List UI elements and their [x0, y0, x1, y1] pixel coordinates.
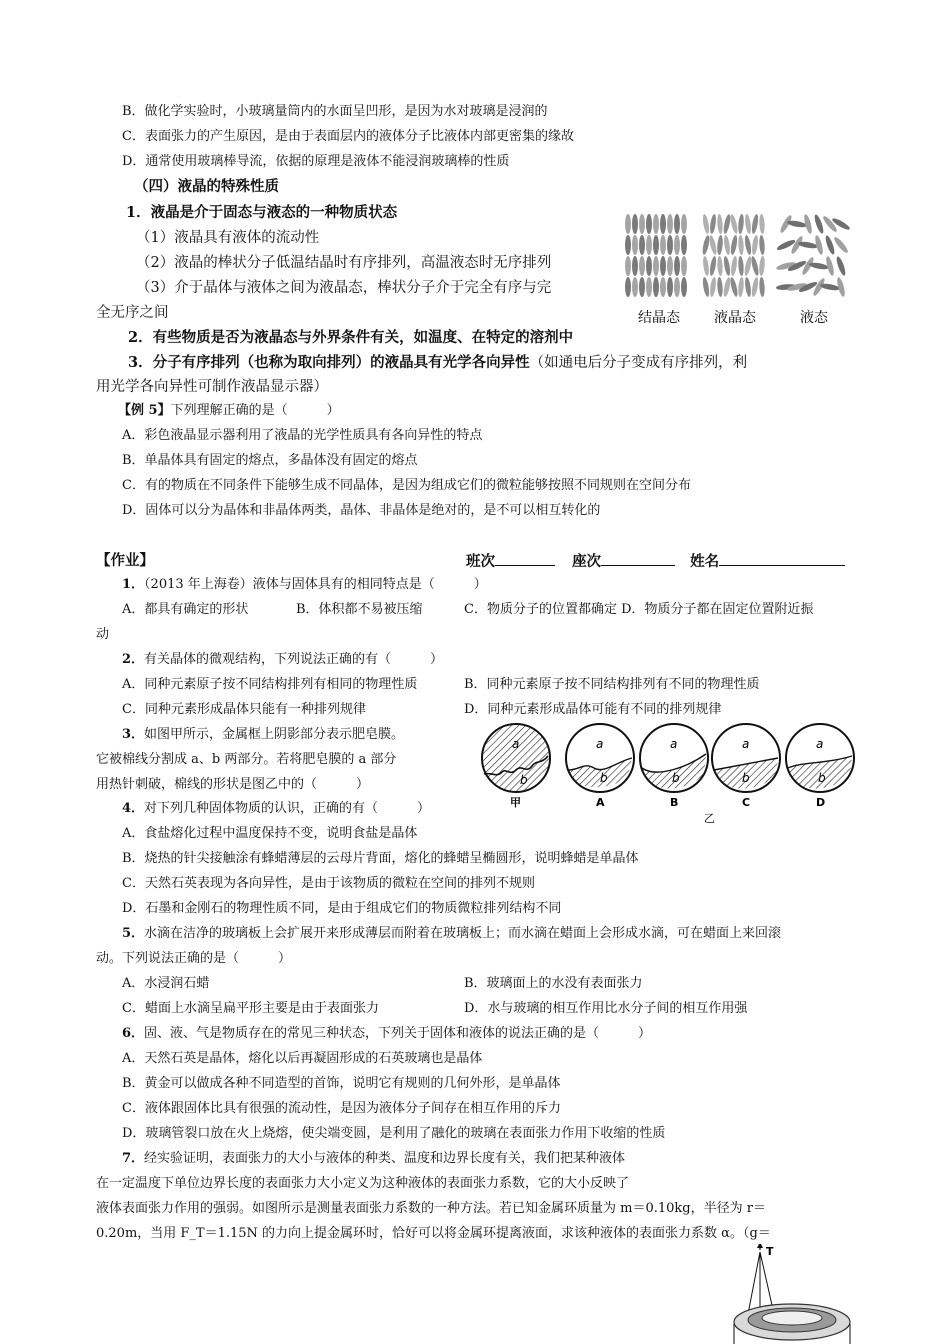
molecule [625, 277, 631, 297]
fig-label-d: D [816, 796, 826, 809]
q6-option: A．天然石英是晶体，熔化以后再凝固形成的石英玻璃也是晶体 [122, 1051, 483, 1066]
molecule [681, 214, 687, 234]
class-label: 班次 [466, 553, 495, 570]
name-blank [719, 551, 845, 566]
region-a-label: a [670, 737, 678, 751]
molecule [723, 235, 731, 256]
molecule [702, 214, 711, 235]
q1-option-a: A．都具有确定的形状 [122, 602, 249, 617]
molecule [738, 277, 745, 297]
q4-stem: 4．对下列几种固体物质的认识，正确的有（ ） [122, 801, 431, 816]
molecule [625, 256, 631, 276]
molecule [738, 256, 745, 276]
q2-stem: 2．有关晶体的微观结构，下列说法正确的有（ ） [122, 652, 444, 667]
molecule [702, 277, 711, 298]
region-b-label: b [520, 773, 528, 787]
molecule [667, 277, 673, 297]
molecule [759, 256, 766, 276]
q6-stem: 6．固、液、气是物质存在的常见三种状态，下列关于固体和液体的说法正确的是（ ） [122, 1026, 652, 1041]
liquid-state-molecules [776, 214, 851, 298]
option-d-frame [786, 724, 854, 792]
soap-film-figure [476, 718, 866, 828]
molecule [702, 256, 710, 277]
molecule [646, 214, 652, 234]
molecule [639, 256, 645, 276]
q6-option: B．黄金可以做成各种不同造型的首饰，说明它有规则的几何外形，是单晶体 [122, 1076, 561, 1091]
figure-label-liquid: 液态 [800, 310, 828, 326]
molecule [632, 256, 638, 276]
q6-option: D．玻璃管裂口放在火上烧熔，使尖端变圆，是利用了融化的玻璃在表面张力作用下收缩的性质 [122, 1126, 666, 1141]
region-b-label: b [672, 771, 680, 785]
point-3-line2: 用光学各向异性可制作液晶显示器） [96, 379, 328, 395]
option-c-frame [712, 724, 780, 792]
point-1-item: 全无序之间 [96, 305, 169, 321]
molecule [751, 235, 759, 256]
region-a-label: a [742, 737, 750, 751]
molecule [660, 235, 666, 255]
q1-option-cont: 动 [96, 627, 110, 642]
q6-option: C．液体跟固体比具有很强的流动性，是因为液体分子间存在相互作用的斥力 [122, 1101, 561, 1116]
q2-option: D．同种元素形成晶体可能有不同的排列规律 [464, 702, 722, 717]
molecule [625, 214, 631, 234]
molecule [667, 214, 673, 234]
molecule [674, 277, 680, 297]
point-1-item: （1）液晶具有液体的流动性 [136, 230, 320, 246]
figure-label-crystal: 结晶态 [638, 310, 680, 326]
q1-stem: 1．（2013 年上海卷）液体与固体具有的相同特点是（ ） [122, 577, 487, 592]
molecule [653, 214, 659, 234]
molecule [832, 236, 849, 255]
molecule [709, 256, 718, 277]
q4-option: B．烧热的针尖接触涂有蜂蜡薄层的云母片背面，熔化的蜂蜡呈椭圆形，说明蜂蜡是单晶体 [122, 851, 639, 866]
molecule [717, 277, 724, 297]
q1-option-cd: C．物质分子的位置都确定 D．物质分子都在固定位置附近振 [464, 602, 814, 617]
option-a-frame [566, 724, 634, 792]
example-5-option: A．彩色液晶显示器利用了液晶的光学性质具有各向异性的特点 [122, 428, 483, 443]
section-title: （四）液晶的特殊性质 [134, 178, 279, 195]
crystal-state-molecules [625, 214, 687, 297]
molecule [653, 256, 659, 276]
name-label: 姓名 [690, 553, 720, 570]
point-3 [128, 353, 747, 373]
force-label: T [766, 1245, 774, 1258]
molecule [632, 214, 638, 234]
molecule [722, 214, 731, 235]
molecule [674, 235, 680, 255]
q5-option: C．蜡面上水滴呈扁平形主要是由于表面张力 [122, 1001, 379, 1016]
molecule [751, 214, 760, 235]
q3-line2: 它被棉线分割成 a、b 两部分。若将肥皂膜的 a 部分 [96, 752, 397, 767]
region-a-label: a [512, 737, 520, 751]
fig-label-c: C [742, 796, 751, 809]
q5-option: A．水浸润石蜡 [122, 976, 210, 991]
molecule [709, 214, 717, 235]
molecule [701, 235, 710, 256]
student-info [466, 551, 845, 572]
molecule [653, 277, 659, 297]
molecule [759, 277, 765, 297]
molecule [738, 214, 745, 234]
option-d: D．通常使用玻璃棒导流，依据的原理是液体不能浸润玻璃棒的性质 [122, 154, 510, 169]
point-2: 2．有些物质是否为液晶态与外界条件有关，如温度、在特定的溶剂中 [128, 329, 574, 346]
homework-title: 【作业】 [96, 552, 154, 569]
molecule [738, 235, 744, 255]
molecule [750, 256, 760, 277]
q7-line1: 7．经实验证明，表面张力的大小与液体的种类、温度和边界长度有关，我们把某种液体 [122, 1151, 626, 1166]
molecule [681, 256, 687, 276]
q2-option: C．同种元素形成晶体只能有一种排列规律 [122, 702, 366, 717]
region-a-label: a [596, 737, 604, 751]
point-1-title: 1．液晶是介于固态与液态的一种物质状态 [126, 204, 398, 221]
point-3-rest: （如通电后分子变成有序排列，利 [529, 355, 748, 371]
molecule [730, 235, 739, 256]
molecule [660, 256, 666, 276]
q1-option-b: B．体积都不易被压缩 [296, 602, 423, 617]
molecule [744, 277, 752, 298]
q4-option: C．天然石英表现为各向异性，是由于该物质的微粒在空间的排列不规则 [122, 876, 535, 891]
option-b: B．做化学实验时，小玻璃量筒内的水面呈凹形，是因为水对玻璃是浸润的 [122, 104, 548, 119]
molecule [639, 277, 645, 297]
liquid-crystal-figure [620, 210, 860, 328]
frame-jia [482, 724, 550, 792]
example-5-option: D．固体可以分为晶体和非晶体两类，晶体、非晶体是绝对的，是不可以相互转化的 [122, 503, 601, 518]
q3-line3: 用热针刺破，棉线的形状是图乙中的（ ） [96, 777, 370, 792]
region-b-label: b [818, 771, 826, 785]
molecule [751, 277, 760, 298]
molecule [674, 256, 680, 276]
fig-label-b: B [670, 796, 679, 809]
fig-label-jia: 甲 [510, 796, 521, 809]
point-1-item: （2）液晶的棒状分子低温结晶时有序排列，高温液态时无序排列 [136, 255, 552, 271]
q7-line4: 0.20m，当用 F_T＝1.15N 的力向上提金属环时，恰好可以将金属环提离液面，求该种液体的表面张力系数 α。（g＝ [96, 1226, 771, 1241]
molecule [824, 235, 836, 256]
q5-option: D．水与玻璃的相互作用比水分子间的相互作用强 [464, 1001, 748, 1016]
fig-caption-yi: 乙 [704, 812, 715, 825]
molecule [813, 214, 825, 235]
metal-ring-figure [730, 1244, 860, 1344]
q5-stem: 5．水滴在洁净的玻璃板上会扩展开来形成薄层而附着在玻璃板上；而水滴在蜡面上会形成水滴，可在蜡面上来回滚 [122, 926, 782, 941]
molecule [660, 277, 666, 297]
molecule [639, 235, 645, 255]
q3-line1: 3．如图甲所示，金属框上阴影部分表示肥皂膜。 [122, 727, 405, 742]
molecule [730, 256, 738, 277]
class-blank [495, 551, 555, 566]
example-5-option: C．有的物质在不同条件下能够生成不同晶体，是因为组成它们的微粒能够按照不同规则在空间分布 [122, 478, 691, 493]
figure-label-liquid-crystal: 液晶态 [714, 310, 756, 326]
liquid-crystal-state-molecules [701, 214, 765, 298]
molecule [653, 235, 659, 255]
molecule [681, 277, 687, 297]
molecule [667, 235, 673, 255]
q5-stem2: 动。下列说法正确的是（ ） [96, 951, 292, 966]
molecule [646, 235, 652, 255]
q7-line2: 在一定温度下单位边界长度的表面张力大小定义为这种液体的表面张力系数，它的大小反映了 [96, 1176, 630, 1191]
example-5-option: B．单晶体具有固定的熔点，多晶体没有固定的熔点 [122, 453, 418, 468]
molecule [646, 277, 652, 297]
molecule [660, 214, 666, 234]
molecule [709, 277, 717, 298]
molecule [722, 277, 731, 298]
molecule [729, 277, 739, 298]
molecule [646, 256, 652, 276]
point-1-item: （3）介于晶体与液体之间为液晶态，棒状分子介于完全有序与完 [136, 280, 552, 296]
molecule [667, 256, 673, 276]
molecule [681, 235, 687, 255]
q2-option: A．同种元素原子按不同结构排列有相同的物理性质 [122, 677, 418, 692]
option-b-frame [640, 724, 708, 792]
molecule [632, 235, 638, 255]
molecule [759, 214, 765, 234]
q5-option: B．玻璃面上的水没有表面张力 [464, 976, 643, 991]
q4-option: D．石墨和金刚石的物理性质不同，是由于组成它们的物质微粒排列结构不同 [122, 901, 562, 916]
molecule [835, 256, 847, 277]
molecule [744, 214, 752, 235]
point-3-bold: 3．分子有序排列（也称为取向排列）的液晶具有光学各向异性 [128, 354, 530, 371]
molecule [744, 235, 753, 256]
example-tag: 【例 5】 [118, 403, 171, 418]
molecule [759, 235, 766, 255]
option-c: C．表面张力的产生原因，是由于表面层内的液体分子比液体内部更密集的缘故 [122, 129, 574, 144]
molecule [674, 214, 680, 234]
seat-label: 座次 [572, 553, 602, 570]
q4-option: A．食盐熔化过程中温度保持不变，说明食盐是晶体 [122, 826, 418, 841]
seat-blank [601, 551, 675, 566]
molecule [723, 256, 732, 277]
molecule [717, 214, 724, 234]
molecule [708, 235, 718, 256]
molecule [717, 235, 724, 255]
molecule [729, 214, 739, 235]
molecule [639, 214, 645, 234]
molecule [743, 256, 752, 277]
molecule [717, 256, 723, 276]
q7-line3: 液体表面张力作用的强弱。如图所示是测量表面张力系数的一种方法。若已知金属环质量为 m＝0.10kg，半径为 r＝ [96, 1201, 766, 1216]
example-5-stem: 【例 5】下列理解正确的是（ ） [118, 403, 340, 418]
region-b-label: b [600, 771, 608, 785]
molecule [632, 277, 638, 297]
q2-option: B．同种元素原子按不同结构排列有不同的物理性质 [464, 677, 760, 692]
molecule [625, 235, 631, 255]
fig-label-a: A [596, 796, 605, 809]
region-a-label: a [816, 737, 824, 751]
region-b-label: b [742, 771, 750, 785]
